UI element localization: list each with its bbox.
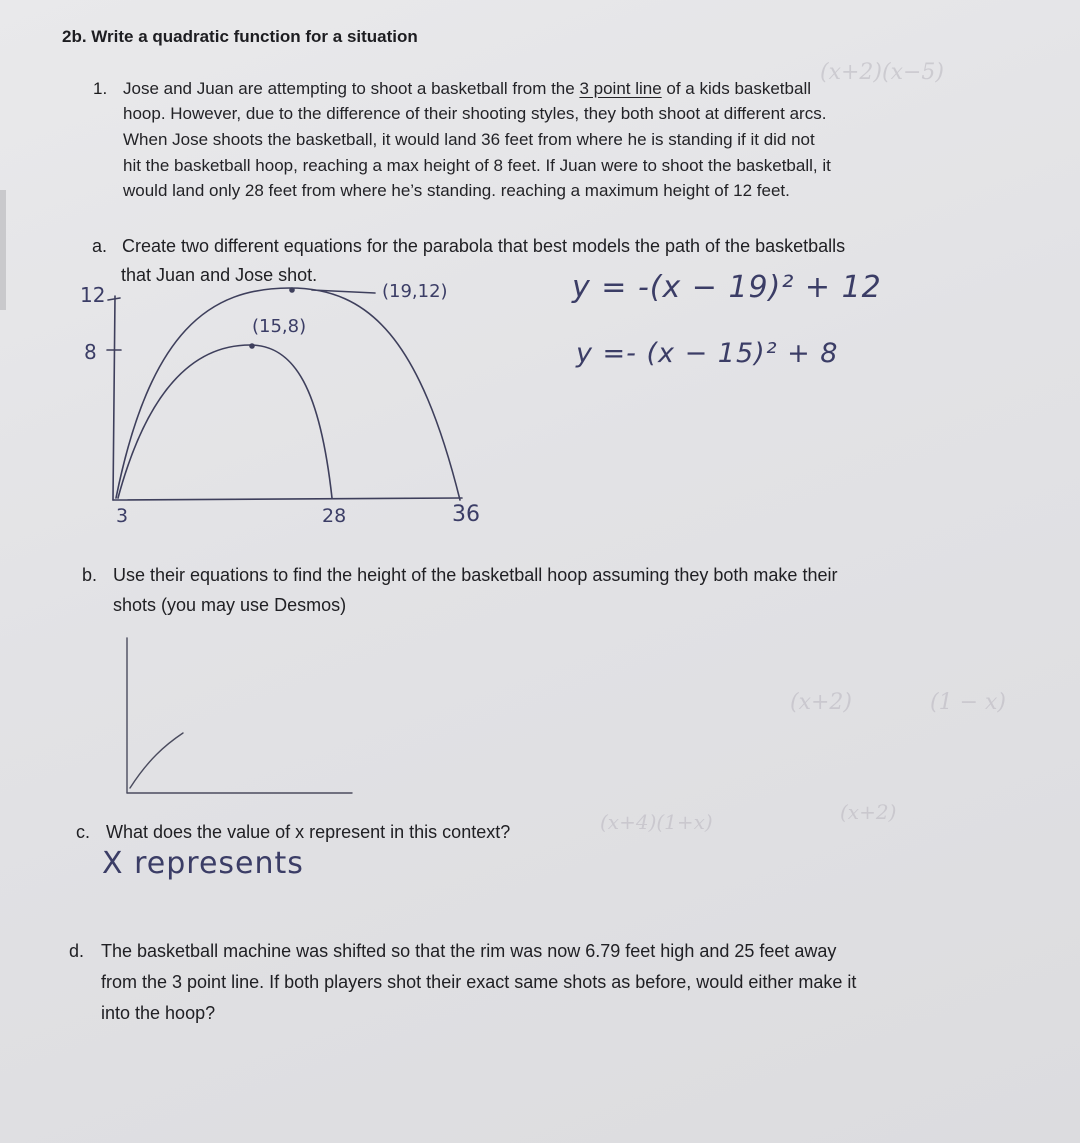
part-d-line-1: The basketball machine was shifted so that the rim was now 6.79 feet high and 25 feet away (101, 941, 837, 961)
equation-juan: y = -(x − 19)² + 12 (572, 270, 882, 305)
question-number: 1. (93, 79, 108, 98)
part-c-question: What does the value of x represent in this context? (106, 822, 511, 842)
question-line-1-start: Jose and Juan are attempting to shoot a basketball from the (123, 79, 580, 98)
part-d-line-2: from the 3 point line. If both players shot their exact same shots as before, would either make it (101, 972, 857, 992)
part-a-label: a. (92, 236, 108, 256)
part-d-line-3: into the hoop? (101, 1003, 216, 1023)
bleed-through-mark: (1 − x) (930, 690, 1006, 715)
worksheet-heading: 2b. Write a quadratic function for a situation (62, 27, 418, 46)
part-c-label: c. (76, 822, 91, 842)
x-label-36: 36 (452, 502, 480, 527)
vertex-label-jose: (15,8) (252, 316, 307, 337)
x-label-28: 28 (322, 505, 347, 527)
question-line-1-end: of a kids basketball (661, 79, 811, 98)
equation-jose: y =- (x − 15)² + 8 (576, 338, 839, 369)
part-b-line-2: shots (you may use Desmos) (113, 595, 347, 615)
part-b-curve (130, 733, 183, 788)
part-a-line-2: that Juan and Jose shot. (121, 265, 318, 285)
bleed-through-mark: (x+4)(1+x) (600, 810, 713, 834)
three-point-line-term: 3 point line (579, 79, 662, 98)
part-b-label: b. (82, 565, 98, 585)
part-c-answer: X represents (102, 846, 304, 881)
question-line-2: hoop. However, due to the difference of their shooting styles, they both shoot at different arcs. (123, 104, 827, 123)
bleed-through-mark: (x+2)(x−5) (820, 60, 945, 85)
bleed-through-mark: (x+2) (840, 800, 897, 824)
question-line-5: would land only 28 feet from where he’s standing. reaching a maximum height of 12 feet. (123, 181, 790, 200)
y-label-8: 8 (84, 340, 97, 364)
part-b-line-1: Use their equations to find the height of the basketball hoop assuming they both make their (113, 565, 838, 585)
part-d-label: d. (69, 941, 85, 961)
question-line-4: hit the basketball hoop, reaching a max height of 8 feet. If Juan were to shoot the basketball, it (123, 156, 831, 175)
bleed-through-mark: (x+2) (790, 690, 853, 715)
question-line-3: When Jose shoots the basketball, it would land 36 feet from where he is standing if it did not (123, 130, 815, 149)
y-label-12: 12 (80, 283, 106, 307)
x-label-3: 3 (116, 505, 129, 527)
part-a-line-1: Create two different equations for the parabola that best models the path of the basketballs (122, 236, 846, 256)
vertex-label-juan: (19,12) (382, 281, 448, 302)
